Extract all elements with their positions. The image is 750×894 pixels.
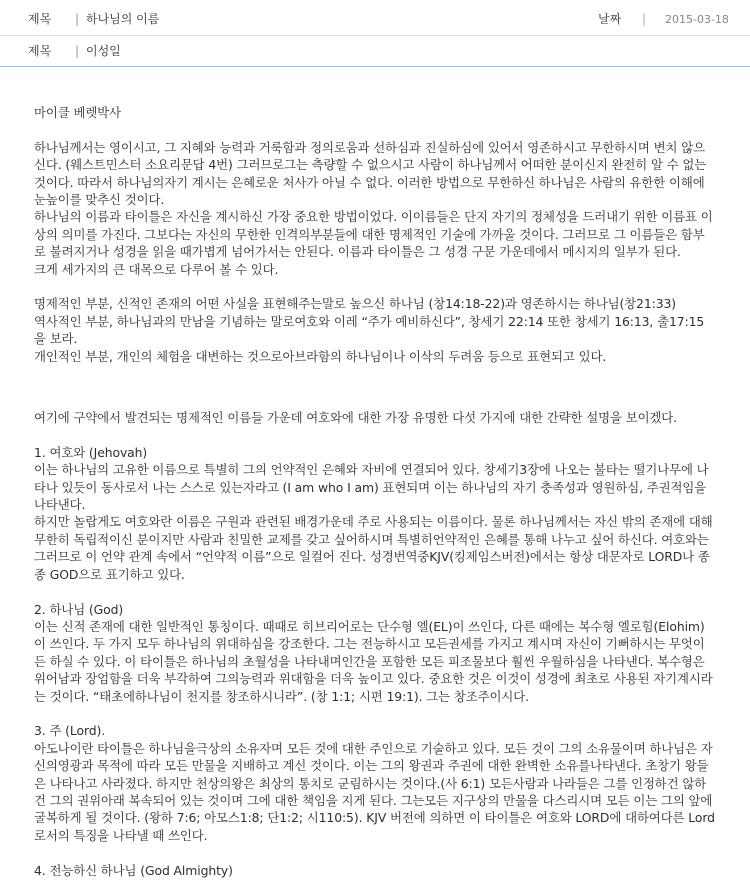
date-value: 2015-03-18 [665,13,729,26]
author-value: 이성일 [86,44,121,58]
intro-paragraph: 하나님의 이름과 타이틀은 자신을 계시하신 가장 중요한 방법이었다. 이이름들은 단지 자기의 정체성을 드러내기 위한 이름표 이상의 의미를 가진다. 그보다는 자신의 무한한 인격의부분들에 대한 명제적인 기술에 가까울 것이다. 그러므로 그 이름들은 함부로 불려지거나 성경을 읽을 때가볍게 넘어가서는 안된다. 이름과 타이틀은 그 성경 구문 가운데에서 메시지의 일부가 된다. [34,209,713,260]
author-separator: | [75,44,80,58]
category-item: 개인적인 부분, 개인의 체험을 대변하는 것으로아브라함의 하나님이나 이삭의 두려움 등으로 표현되고 있다. [34,348,607,364]
category-item: 명제적인 부분, 신적인 존재의 어떤 사실을 표현해주는말로 높으신 하나님 (창14:18-22)과 영존하시는 하나님(창21:33) [34,296,676,312]
category-item: 역사적인 부분, 하나님과의 만남을 기념하는 말로여호와 이레 “주가 예비하신다”, 창세기 22:14 또한 창세기 16:13, 출17:15을 보라. [34,313,705,347]
section-title: 1. 여호와 (Jehovah) [34,444,148,460]
intro-paragraph: 하나님께서는 영이시고, 그 지혜와 능력과 거룩함과 정의로움과 선하심과 진실하심에 있어서 영존하시고 무한하시며 변치 않으신다. (웨스트민스터 소요리문답 4번) 그러므로그는 측량할 수 없으시고 사람이 하나님께서 어떠한 분이신지 완전히 알 수 없는 것이다. 따라서 하나님의자기 계시는 은혜로운 처사가 아닐 수 없다. 이러한 방법으로 무한하신 하나님은 사람의 유한한 이해에눈높이를 맞추신 것이다. [34,139,707,208]
title-separator: | [75,12,80,26]
section-title: 3. 주 (Lord). [34,723,106,739]
section-paragraph: 이는 하나님의 고유한 이름으로 특별히 그의 언약적인 은혜와 자비에 연결되어 있다. 창세기3장에 나오는 불타는 떨기나무에 나타나 있듯이 동사로서 나는 스스로 있는자라고 (I am who I am) 표현되며 이는 하나님의 자기 충족성과 영원하심, 주권적임을 나타낸다. [34,462,709,513]
intro-paragraph: 크게 세가지의 큰 대목으로 다루어 볼 수 있다. [34,261,279,277]
author-label: 제목 [28,44,52,58]
date-label: 날짜 [598,12,622,26]
title-row [0,3,750,36]
date-separator: | [642,12,647,26]
title-value: 하나님의 이름 [86,12,160,26]
section-title: 4. 전능하신 하나님 (God Almighty) [34,862,233,878]
section-paragraph: 아도나이란 타이틀은 하나님을극상의 소유자며 모든 것에 대한 주인으로 기술하고 있다. 모든 것이 그의 소유물이며 하나님은 자신의영광과 목적에 따라 모든 만물을 지배하고 계신 것이다. 이는 그의 왕권과 주권에 대한 완벽한 소유를나타낸다. 초창기 왕들은 나타나고 사라졌다. 하지만 천상의왕은 최상의 통치로 군림하시는 것이다.(사 6:1) 모든사람과 나라들은 그를 인정하건 않하건 그의 권위아래 복속되어 있는 것이며 그에 대한 책임을 지게 된다. 그는모든 지구상의 만물을 다스리시며 모든 이는 그의 앞에 굴복하게 될 것이다. (왕하 7:6; 아모스1:8; 단1:2; 시110:5). KJV 버전에 의하면 이 타이틀은 여호와 LORD에 대하여다른 Lord로서의 특징을 나타낼 때 쓰인다. [34,740,715,843]
author-row [0,36,750,67]
section-paragraph: 이는 신적 존재에 대한 일반적인 통칭이다. 때때로 히브리어로는 단수형 엘(EL)이 쓰인다, 다른 때에는 복수형 엘로힘(Elohim)이 쓰인다. 두 가지 모두 하나님의 위대하심을 강조한다. 그는 전능하시고 모든권세를 가지고 계시며 자신이 기뻐하시는 무엇이든 하실 수 있다. 이 타이틀은 하나님의 초월성을 나타내며인간을 포함한 모든 피조물보다 훨씬 우월하심을 나타낸다. 복수형은 위어남과 장엄함을 더욱 부각하여 그의능력과 위대함을 더욱 높이고 있다. 중요한 것은 이것이 성경에 최초로 사용된 자기계시라는 것이다. “태초에하나님이 천지를 창조하시니라”. (창 1:1; 시편 19:1). 그는 창조주이시다. [34,618,713,704]
article-body [34,104,716,879]
section-paragraph: 하지만 놀랍게도 여호와란 이름은 구원과 관련된 배경가운데 주로 사용되는 이름이다. 물론 하나님께서는 자신 밖의 존재에 대해 무한히 독립적이신 분이지만 사람과 친밀한 교제를 갖고 싶어하시며 특별히언약적인 은혜를 통해 나누고 싶어 하신다. 여호와는 그러므로 이 언약 관계 속에서 “언약적 이름”으로 일컬어 진다. 성경번역중KJV(킹제임스버전)에서는 항상 대문자로 LORD나 종종 GOD으로 표기하고 있다. [34,514,713,582]
section-title: 2. 하나님 (God) [34,601,124,617]
title-label: 제목 [28,12,52,26]
transition-paragraph: 여기에 구약에서 발견되는 명제적인 이름들 가운데 여호와에 대한 가장 유명한 다섯 가지에 대한 간략한 설명을 보이겠다. [34,410,678,426]
article-heading: 마이클 베렛박사 [34,105,121,120]
